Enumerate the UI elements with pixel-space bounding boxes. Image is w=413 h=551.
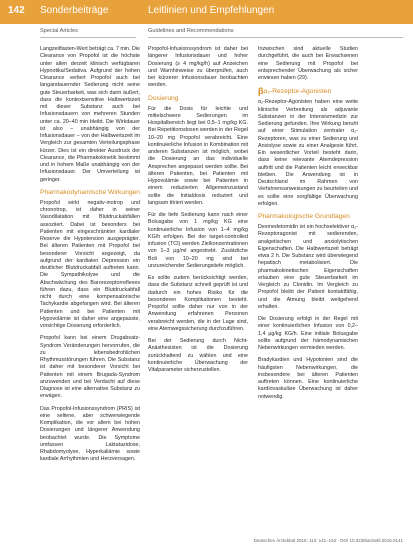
section-label: Sonderbeiträge: [40, 5, 109, 16]
heading-text: Dosierung: [148, 94, 179, 102]
header-rule-left: [40, 37, 136, 38]
body-paragraph: Propofol wirkt negativ-inotrop und chronotrop, ist daher in seiner Vasodilatation mit Blutdruckabfällen assoziiert. Dabei ist besonders bei Patienten mit eingeschränkter kardialer Reserve die Hypotension ausgeprägter. Bei älteren Patienten mit Propofol bei besonderer Vorsicht angezeigt, da aufgrund der kardialen Depression ein deutlicher Blutdruckabfall auftreten kann. Die Sympathikolyse und die Abschwächung des Barorezeptorreflexes führen dazu, dass ein Blutdruckabfall nicht durch eine kompensatorische Tachykardie abgefangen wird. Bei älteren Patienten und bei Patienten mit Hypovolämie ist daher eine angepasste, vorsichtige Dosierung erforderlich.: [40, 199, 140, 329]
heading-text: Pharmakodynamische Wirkungen: [40, 188, 140, 196]
body-paragraph: Propofol-Infusionssyndrom ist daher bei längerer Infusionsdauer und hoher Dosierung (≥ 4 mg/kg/h) auf Anzeichen und Warnhinweise zu überprüfen, auch bei kürzerer Infusionsdauer beobachten werden.: [148, 46, 248, 89]
heading-marker: β: [258, 86, 264, 97]
section-label-en: Special Articles: [40, 28, 78, 34]
body-paragraph: Propofol kann bei einem Drugabsatz-Syndrom Veränderungen hervorrufen, die zu lebensbedrohlichen Rhythmusstörungen führen. Die Substanz ist daher mit besonderer Vorsicht bei Patienten mit einem Brugada-Syndrom anzuwenden und bei Verdacht auf diese Diagnose ist eine alternative Substanz zu erwägen.: [40, 335, 140, 400]
text-column-1: [40, 46, 140, 469]
header-rule-right: [148, 37, 403, 38]
section-heading: [258, 213, 358, 221]
body-paragraph: Langzeitfasten-Wert beträgt ca. 7 min. Die Clearance von Propofol ist die höchste unter allen derzeit klinisch verfügbaren Hypnotika/Sedativa. Aufgrund der hohen Clearance verliert Propofol auch bei langandauernder Sedierung nicht seine gute Steuerbarkeit, was sich darin äußert, dass die kontextsensitive Halbwertszeit mit dieser Substanz auch bei Infusionsdauern von mehreren Stunden unter ca. 20–40 min bleibt. Die Wirkdauer ist also – unabhängig von der Infusionsdauer – von der Halbwertszeit im Vergleich zur gesamten Verteilungsphase kürzer. Dies ist ein direkter Ausdruck der Clearance, die Pharmakokinetik bestimmt und in hohem Maße unabhängig von der Infusionsdauer. Der Umverteilung ist geringer.: [40, 46, 140, 183]
running-title: Leitlinien und Empfehlungen: [148, 5, 275, 16]
section-heading: [40, 189, 140, 197]
text-column-3: [258, 46, 358, 406]
body-paragraph: Für die tiefe Sedierung kann nach einer Bolusgabe von 1 mg/kg KG eine kontinuierliche Infusion von 1–4 mg/kg KG/h erfolgen. Bei der target-controlled infusion (TCI) werden Zielkonzentrationen von 1–3 µg/ml angestrebt. Zusätzliche Boli von 10–20 mg sind bei unzureichender Sedierungstiefe möglich.: [148, 212, 248, 269]
body-paragraph: Dexmedetomidin ist ein hochselektiver α₂-Rezeptoragonist mit sedierenden, analgetischen und anxiolytischen Eigenschaften. Die Halbwertszeit beträgt etwa 2 h. Die Substanz wird überwiegend hepatisch metabolisiert. Die pharmakokinetischen Eigenschaften erlauben eine gute Steuerbarkeit im Vergleich zu Clonidin. Im Vergleich zu Propofol bleibt der Patient kontaktfähig, und die Atmung bleibt weitgehend erhalten.: [258, 224, 358, 310]
body-paragraph: Für die Dosis für leichte und mittelschwere Sedierungen im Hospitalbereich liegt bei 0,5–1 mg/kg KG. Bei Repetitionsdosen werden in der Regel 10–20 mg Propofol verabreicht. Eine kontinuierliche Infusion in Kombination mit anderen Substanzen ist möglich, wobei die Dosierung an das individuelle Ansprechen angepasst werden sollte. Bei älteren Patienten, bei Patienten mit Hypovolämie sowie bei Patienten in einem reduzierten Allgemeinzustand sollte die Initialdosis reduziert und langsam titriert werden.: [148, 105, 248, 206]
text-column-2: [148, 46, 248, 379]
body-paragraph: Es sollte zudem berücksichtigt werden, dass die Substanz schnell geprüft ist und dadurch ein hohes Risiko für die besonderen Komplikationen besteht. Propofol sollte daher nur von in der Anwendung erfahrenen Personen verabreicht werden, die in der Lage sind, eine Atemwegssicherung durchzuführen.: [148, 275, 248, 332]
body-paragraph: Bei der Sedierung durch Nicht-Anästhesisten ist die Dosierung zurückhaltend zu wählen und eine kontinuierliche Überwachung der Vitalparameter sicherzustellen.: [148, 338, 248, 373]
body-paragraph: Die Dosierung erfolgt in der Regel mit einer kontinuierlichen Infusion von 0,2–1,4 µg/kg KG/h. Eine initiale Bolusgabe sollte aufgrund der hämodynamischen Nebenwirkungen vermieden werden.: [258, 316, 358, 351]
footer-citation: Deutsches Ärzteblatt 2016; 113: 141–152 · DOI 10.3238/arztebl.2016.0141: [253, 538, 403, 543]
body-paragraph: Das Propofol-Infusionssyndrom (PRIS) ist eine seltene, aber schwerwiegende Komplikation, die vor allem bei hohen Dosierungen und längerer Anwendung beobachtet wurde. Die Symptome umfassen Laktatazidose, Rhabdomyolyse, Hyperkaliämie sowie kardiale Arrhythmien und Herzversagen.: [40, 405, 140, 463]
running-title-en: Guidelines and Recommendations: [148, 28, 234, 34]
section-heading: [148, 95, 248, 103]
heading-text: α₂-Rezeptor-Agonisten: [263, 88, 332, 96]
section-heading: [258, 87, 358, 96]
body-paragraph: α₂-Rezeptor-Agonisten haben eine weite klinische Verbreitung als adjuvante Substanzen in der Intensivmedizin zur Sedierung gefunden. Ihre Wirkung beruht auf einer Stimulation zentraler α₂-Rezeptoren, was zu einer Sedierung und Anxiolyse sowie zu einer Analgesie führt. Ein wesentlicher Vorteil besteht darin, dass keine relevante Atemdepression auftritt und die Patienten leicht erweckbar bleiben. Die Anwendung ist in Deutschland im Rahmen von Verfahrensanweisungen zu beurteilen und es sollte eine sorgfältige Überwachung erfolgen.: [258, 99, 358, 207]
body-paragraph: Inzwischen sind aktuelle Studien durchgeführt, die auch bei Erwachsenen eine Sedierung mit Propofol bei entsprechender Überwachung als sicher erwiesen haben (29).: [258, 46, 358, 81]
body-paragraph: Bradykardien und Hypotonien sind die häufigsten Nebenwirkungen, die insbesondere bei älteren Patienten auftreten können. Eine kontinuierliche kardiovaskuläre Überwachung ist daher notwendig.: [258, 357, 358, 400]
page-number: 142: [8, 5, 25, 16]
heading-text: Pharmakologische Grundlagen: [258, 213, 350, 220]
